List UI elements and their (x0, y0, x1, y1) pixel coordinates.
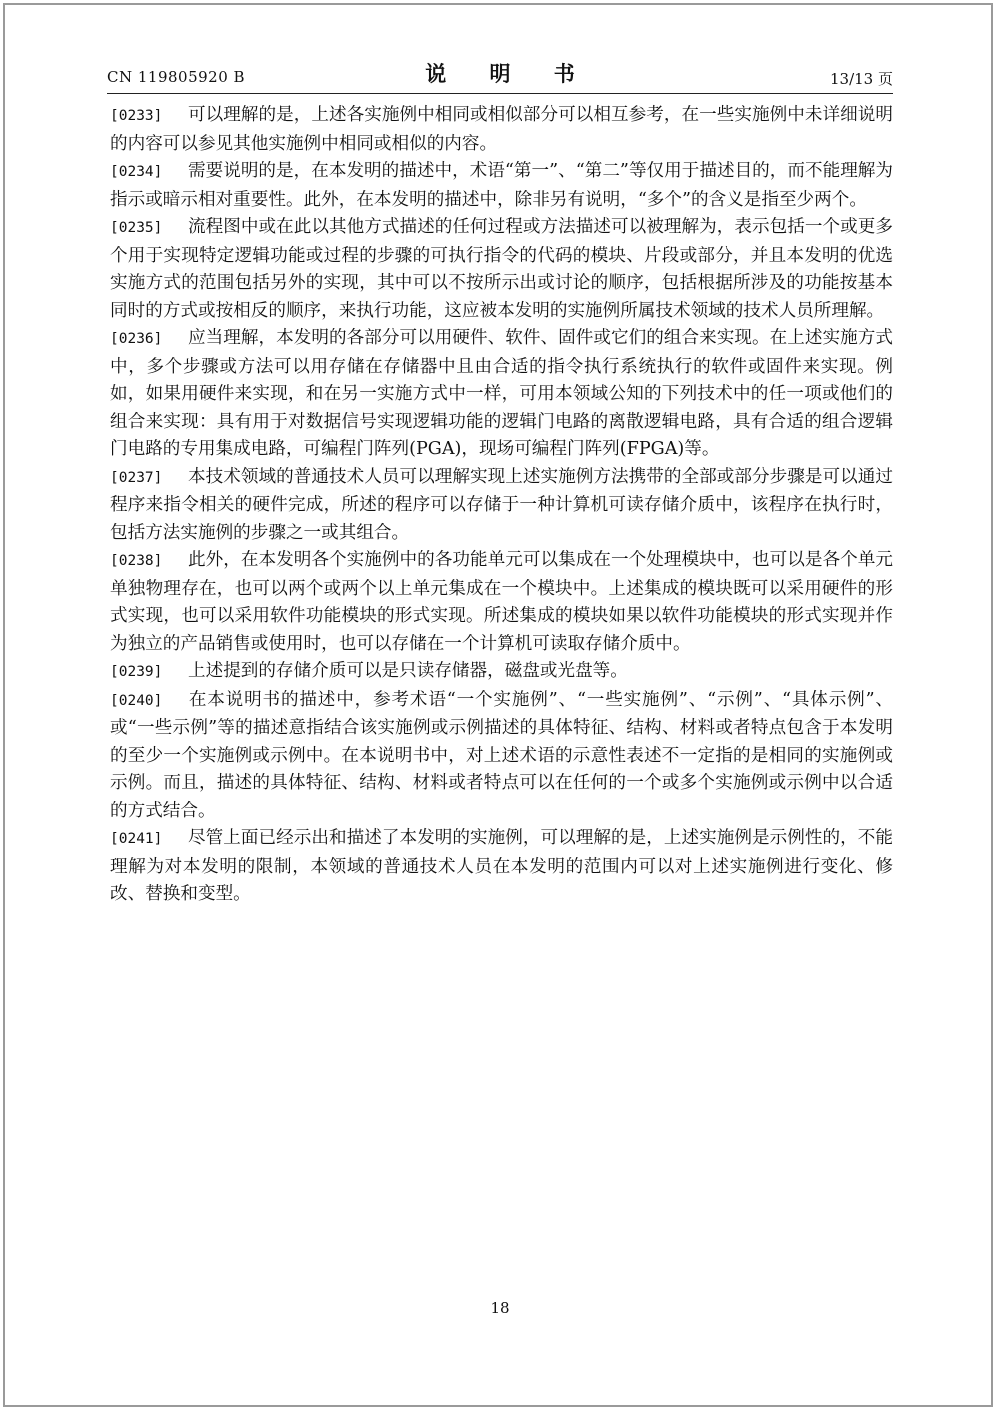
paragraph-0239 (110, 658, 893, 687)
paragraph-0238 (110, 547, 893, 658)
paragraph-text: 可以理解的是，上述各实施例中相同或相似部分可以相互参考，在一些实施例中未详细说明的内容可以参见其他实施例中相同或相似的内容。 (110, 105, 893, 154)
paragraph-text: 上述提到的存储介质可以是只读存储器，磁盘或光盘等。 (188, 661, 628, 681)
paragraph-0235 (110, 214, 893, 325)
paragraph-number: [0235] (110, 220, 163, 236)
header-divider (107, 93, 893, 94)
paragraph-number: [0241] (110, 831, 163, 847)
paragraph-text: 此外，在本发明各个实施例中的各功能单元可以集成在一个处理模块中，也可以是各个单元单独物理存在，也可以两个或两个以上单元集成在一个模块中。上述集成的模块既可以采用硬件的形式实现，也可以采用软件功能模块的形式实现。所述集成的模块如果以软件功能模块的形式实现并作为独立的产品销售或使用时，也可以存储在一个计算机可读取存储介质中。 (110, 550, 893, 654)
paragraph-number: [0240] (110, 692, 163, 709)
document-title: 说 明 书 (425, 61, 593, 86)
paragraph-text: 尽管上面已经示出和描述了本发明的实施例，可以理解的是，上述实施例是示例性的，不能理解为对本发明的限制，本领域的普通技术人员在本发明的范围内可以对上述实施例进行变化、修改、替换和变型。 (110, 828, 893, 904)
paragraph-text: 本技术领域的普通技术人员可以理解实现上述实施例方法携带的全部或部分步骤是可以通过程序来指令相关的硬件完成，所述的程序可以存储于一种计算机可读存储介质中，该程序在执行时，包括方法实施例的步骤之一或其组合。 (110, 466, 893, 543)
paragraph-text: 流程图中或在此以其他方式描述的任何过程或方法描述可以被理解为，表示包括一个或更多个用于实现特定逻辑功能或过程的步骤的可执行指令的代码的模块、片段或部分，并且本发明的优选实施方式的范围包括另外的实现，其中可以不按所示出或讨论的顺序，包括根据所涉及的功能按基本同时的方式或按相反的顺序，来执行功能，这应被本发明的实施例所属技术领域的技术人员所理解。 (110, 217, 893, 321)
paragraph-text: 需要说明的是，在本发明的描述中，术语“第一”、“第二”等仅用于描述目的，而不能理解为指示或暗示相对重要性。此外，在本发明的描述中，除非另有说明，“多个”的含义是指至少两个。 (110, 161, 893, 210)
document-body (110, 102, 893, 909)
patent-number: CN 119805920 B (107, 68, 246, 86)
page-number: 18 (490, 1299, 510, 1317)
paragraph-0234 (110, 158, 893, 214)
paragraph-0240 (110, 687, 893, 826)
page-header (107, 58, 893, 94)
paragraph-number: [0236] (110, 331, 163, 347)
paragraph-0241 (110, 825, 893, 909)
paragraph-number: [0238] (110, 553, 163, 569)
paragraph-0233 (110, 102, 893, 158)
paragraph-0236 (110, 325, 893, 464)
paragraph-number: [0234] (110, 164, 163, 180)
paragraph-0237 (110, 464, 893, 548)
paragraph-text: 在本说明书的描述中，参考术语“一个实施例”、“一些实施例”、“示例”、“具体示例”、或“一些示例”等的描述意指结合该实施例或示例描述的具体特征、结构、材料或者特点包含于本发明的至少一个实施例或示例中。在本说明书中，对上述术语的示意性表述不一定指的是相同的实施例或示例。而且，描述的具体特征、结构、材料或者特点可以在任何的一个或多个实施例或示例中以合适的方式结合。 (110, 689, 893, 821)
paragraph-number: [0237] (110, 469, 163, 486)
paragraph-number: [0239] (110, 664, 163, 680)
paragraph-number: [0233] (110, 108, 163, 124)
paragraph-text: 应当理解，本发明的各部分可以用硬件、软件、固件或它们的组合来实现。在上述实施方式中，多个步骤或方法可以用存储在存储器中且由合适的指令执行系统执行的软件或固件来实现。例如，如果用硬件来实现，和在另一实施方式中一样，可用本领域公知的下列技术中的任一项或他们的组合来实现：具有用于对数据信号实现逻辑功能的逻辑门电路的离散逻辑电路，具有合适的组合逻辑门电路的专用集成电路，可编程门阵列(PGA)，现场可编程门阵列(FPGA)等。 (110, 328, 893, 459)
page-count: 13/13 页 (830, 70, 893, 88)
